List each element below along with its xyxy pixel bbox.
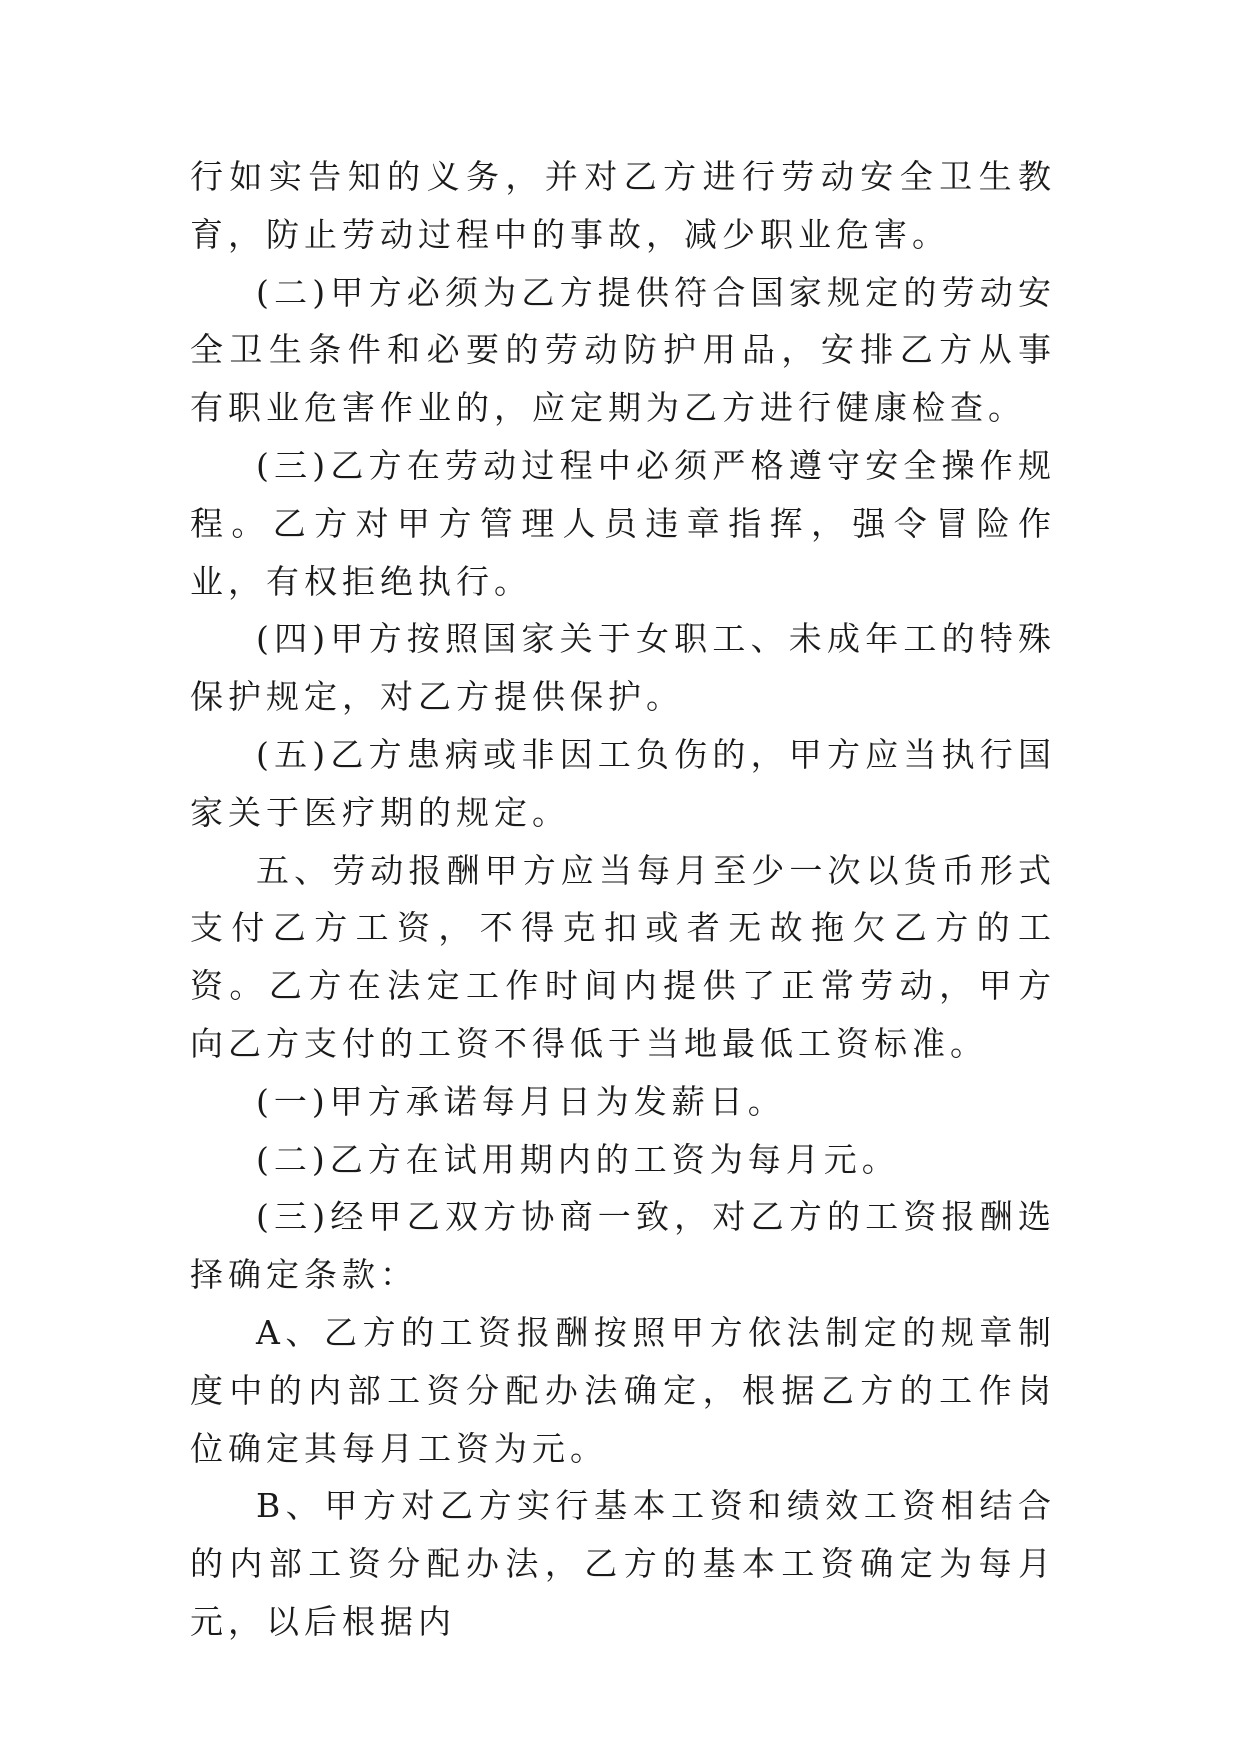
- paragraph-clause-2-protection-conditions: (二)甲方必须为乙方提供符合国家规定的劳动安全卫生条件和必要的劳动防护用品，安排乙方从事有职业危害作业的，应定期为乙方进行健康检查。: [190, 272, 1056, 428]
- paragraph-section-5-remuneration: 五、劳动报酬甲方应当每月至少一次以货币形式支付乙方工资，不得克扣或者无故拖欠乙方的工资。乙方在法定工作时间内提供了正常劳动，甲方向乙方支付的工资不得低于当地最低工资标准。: [190, 850, 1056, 1063]
- document-body: [190, 148, 1056, 1651]
- paragraph-option-a: A、乙方的工资报酬按照甲方依法制定的规章制度中的内部工资分配办法确定，根据乙方的工作岗位确定其每月工资为元。: [190, 1312, 1056, 1468]
- paragraph-clause-3-safety-rules: (三)乙方在劳动过程中必须严格遵守安全操作规程。乙方对甲方管理人员违章指挥，强令冒险作业，有权拒绝执行。: [190, 445, 1056, 601]
- paragraph-option-b: B、甲方对乙方实行基本工资和绩效工资相结合的内部工资分配办法，乙方的基本工资确定为每月元，以后根据内: [190, 1486, 1056, 1641]
- paragraph-payday: (一)甲方承诺每月日为发薪日。: [256, 1081, 786, 1121]
- paragraph-probation-salary: (二)乙方在试用期内的工资为每月元。: [256, 1139, 900, 1179]
- paragraph-clause-4-special-protection: (四)甲方按照国家关于女职工、未成年工的特殊保护规定，对乙方提供保护。: [190, 619, 1056, 717]
- paragraph-clause-5-medical-period: (五)乙方患病或非因工负伤的，甲方应当执行国家关于医疗期的规定。: [190, 734, 1056, 832]
- paragraph-safety-education: 行如实告知的义务，并对乙方进行劳动安全卫生教育，防止劳动过程中的事故，减少职业危害。: [190, 157, 1056, 254]
- paragraph-salary-terms: (三)经甲乙双方协商一致，对乙方的工资报酬选择确定条款：: [190, 1197, 1056, 1295]
